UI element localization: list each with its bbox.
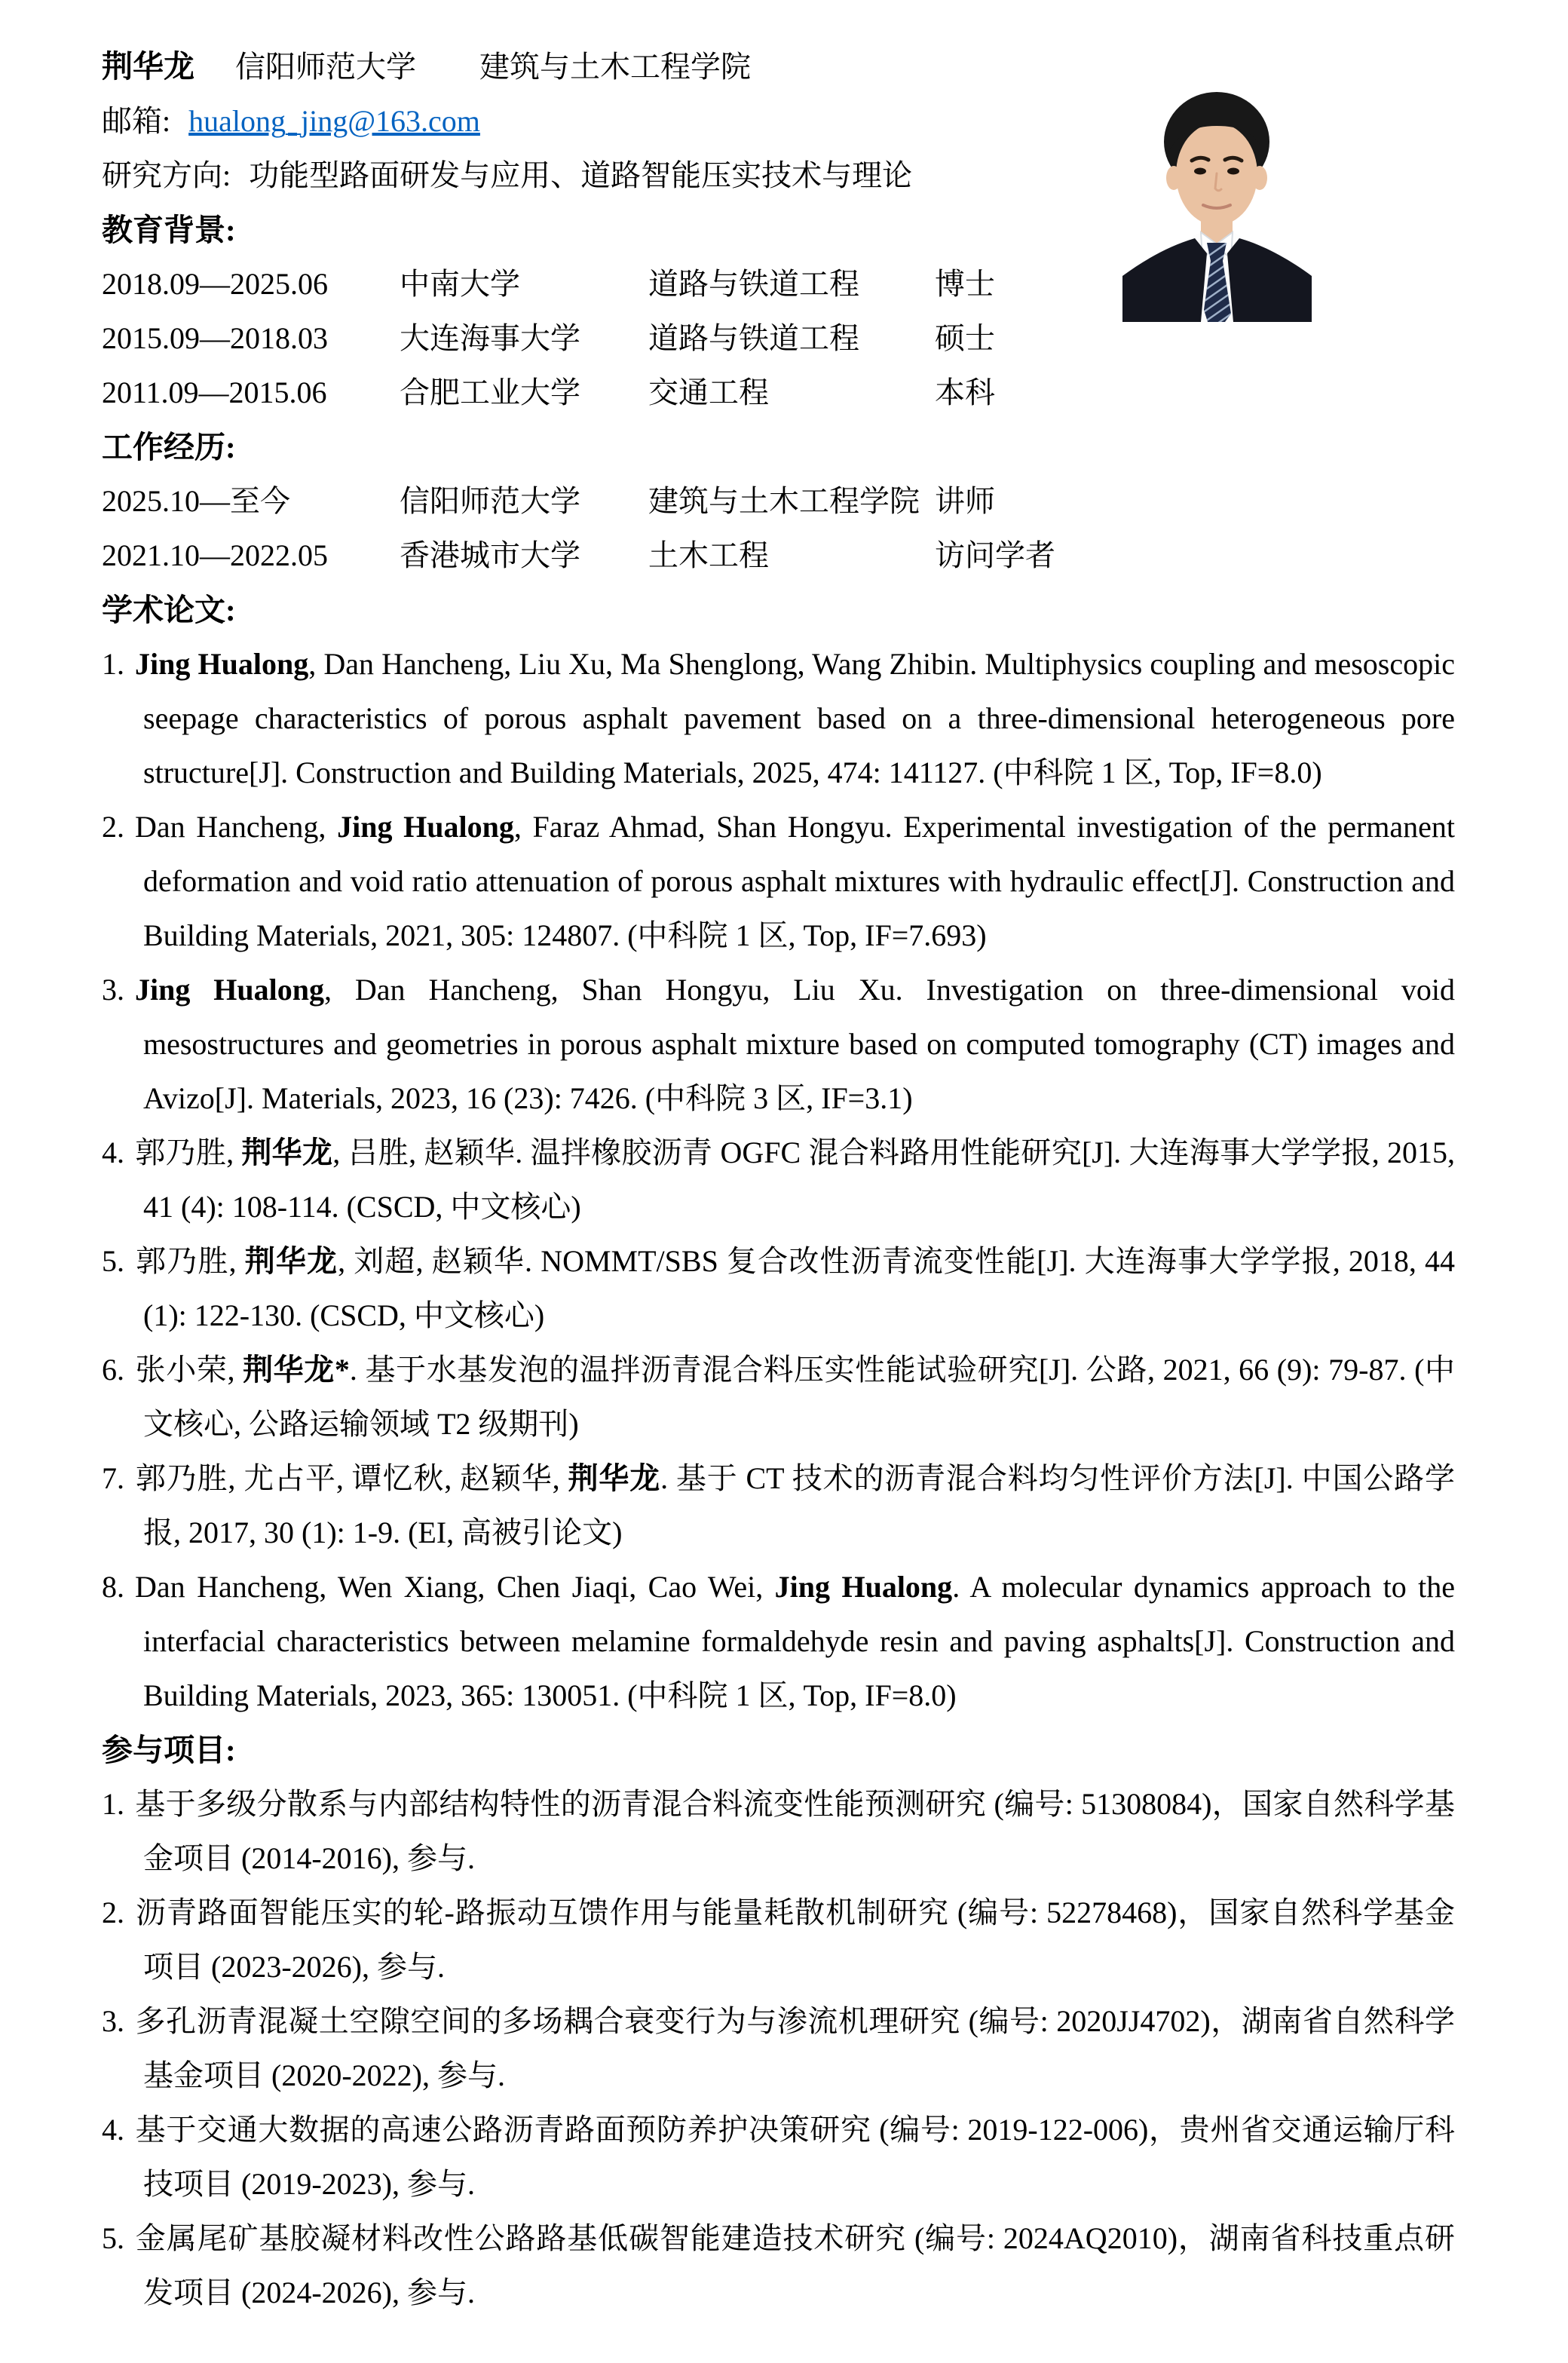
item-number: 4.: [102, 1136, 124, 1169]
email-link[interactable]: hualong_jing@163.com: [188, 104, 480, 138]
item-text: 张小荣,: [135, 1353, 243, 1387]
section-title-education: 教育背景:: [102, 213, 236, 247]
item-text: Dan Hancheng, Wen Xiang, Chen Jiaqi, Cao Wei,: [135, 1570, 775, 1604]
school-cell: 合肥工业大学: [400, 375, 580, 409]
item-text: . A molecular dynamics approach to the interfacial characteristics between melamine formaldehyde resin and paving asphalts[J]. Construction and Building Materials, 2023, 365: 130051. (中科院 1 区, Top, IF=8.0): [143, 1570, 1456, 1712]
item-number: 5.: [102, 2221, 124, 2255]
item-number: 5.: [102, 1244, 124, 1278]
author-highlight: Jing Hualong: [337, 810, 514, 844]
item-text: , Dan Hancheng, Liu Xu, Ma Shenglong, Wang Zhibin. Multiphysics coupling and mesoscopic seepage characteristics of porous asphalt pavement based on a three-dimensional heterogeneous pore structure[J]. Construction and Building Materials, 2025, 474: 141127. (中科院 1 区, Top, IF=8.0): [143, 647, 1455, 789]
item-number: 4.: [102, 2113, 124, 2147]
item-text: 基于交通大数据的高速公路沥青路面预防养护决策研究 (编号: 2019-122-006)，贵州省交通运输厅科技项目 (2019-2023), 参与.: [135, 2113, 1455, 2201]
item-number: 3.: [102, 2004, 124, 2038]
table-row: [102, 529, 1455, 583]
major-cell: 交通工程: [648, 375, 769, 409]
list-item: [102, 1994, 1455, 2103]
list-item: [102, 637, 1455, 800]
work-table: [102, 474, 1455, 583]
table-row: [102, 366, 1455, 420]
author-highlight: 荆华龙*: [243, 1353, 350, 1387]
list-item: [102, 1451, 1455, 1560]
item-text: , Faraz Ahmad, Shan Hongyu. Experimental investigation of the permanent deformation and void ratio attenuation of porous asphalt mixtures with hydraulic effect[J]. Construction and Building Materials, 2021, 305: 124807. (中科院 1 区, Top, IF=7.693): [143, 810, 1456, 952]
degree-cell: 博士: [935, 267, 995, 301]
period-cell: 2025.10—至今: [102, 484, 290, 518]
item-text: 多孔沥青混凝土空隙空间的多场耦合衰变行为与渗流机理研究 (编号: 2020JJ4702)，湖南省自然科学基金项目 (2020-2022), 参与.: [135, 2004, 1455, 2092]
item-number: 1.: [102, 647, 124, 681]
item-text: 郭乃胜, 尤占平, 谭忆秋, 赵颖华,: [135, 1461, 568, 1495]
major-cell: 道路与铁道工程: [648, 267, 859, 301]
section-title-work: 工作经历:: [102, 430, 236, 464]
period-cell: 2011.09—2015.06: [102, 375, 327, 409]
author-highlight: Jing Hualong: [135, 647, 309, 681]
item-number: 2.: [102, 810, 124, 844]
item-number: 1.: [102, 1787, 124, 1821]
person-portrait-icon: [1122, 50, 1312, 322]
section-title-projects: 参与项目:: [102, 1733, 236, 1767]
list-item: [102, 800, 1455, 963]
list-item: [102, 2103, 1455, 2211]
affiliation-university: 信阳师范大学: [235, 50, 416, 84]
section-title-papers: 学术论文:: [102, 593, 236, 627]
item-text: 郭乃胜,: [135, 1136, 242, 1169]
research-direction: 功能型路面研发与应用、道路智能压实技术与理论: [249, 158, 913, 192]
list-item: [102, 963, 1455, 1126]
item-number: 3.: [102, 973, 124, 1007]
author-highlight: 荆华龙: [244, 1244, 338, 1278]
list-item: [102, 2211, 1455, 2320]
email-label: 邮箱:: [102, 104, 171, 138]
item-text: 郭乃胜,: [135, 1244, 245, 1278]
degree-cell: 讲师: [935, 484, 995, 518]
major-cell: 建筑与土木工程学院: [648, 484, 920, 518]
table-row: [102, 474, 1455, 529]
author-highlight: 荆华龙: [241, 1136, 333, 1169]
list-item: [102, 1777, 1455, 1886]
item-number: 8.: [102, 1570, 124, 1604]
item-text: 金属尾矿基胶凝材料改性公路路基低碳智能建造技术研究 (编号: 2024AQ2010)，湖南省科技重点研发项目 (2024-2026), 参与.: [135, 2221, 1455, 2309]
item-text: . 基于 CT 技术的沥青混合料均匀性评价方法[J]. 中国公路学报, 2017, 30 (1): 1-9. (EI, 高被引论文): [143, 1461, 1456, 1549]
portrait-photo: [1122, 50, 1312, 322]
school-cell: 中南大学: [400, 267, 520, 301]
research-label: 研究方向:: [102, 158, 231, 192]
item-text: . 基于水基发泡的温拌沥青混合料压实性能试验研究[J]. 公路, 2021, 66 (9): 79-87. (中文核心, 公路运输领域 T2 级期刊): [143, 1353, 1456, 1441]
list-item: [102, 1234, 1455, 1343]
school-cell: 香港城市大学: [400, 538, 580, 572]
person-name: 荆华龙: [102, 49, 194, 84]
period-cell: 2015.09—2018.03: [102, 321, 328, 355]
major-cell: 土木工程: [648, 538, 769, 572]
author-highlight: Jing Hualong: [774, 1570, 953, 1604]
item-number: 2.: [102, 1896, 124, 1929]
period-cell: 2018.09—2025.06: [102, 267, 328, 301]
item-number: 6.: [102, 1353, 124, 1387]
item-text: Dan Hancheng,: [135, 810, 338, 844]
item-text: , 刘超, 赵颖华. NOMMT/SBS 复合改性沥青流变性能[J]. 大连海事大学学报, 2018, 44 (1): 122-130. (CSCD, 中文核心): [143, 1244, 1456, 1332]
item-text: 基于多级分散系与内部结构特性的沥青混合料流变性能预测研究 (编号: 51308084)，国家自然科学基金项目 (2014-2016), 参与.: [135, 1787, 1455, 1875]
list-item: [102, 1343, 1455, 1451]
item-text: 沥青路面智能压实的轮-路振动互馈作用与能量耗散机制研究 (编号: 52278468)，国家自然科学基金项目 (2023-2026), 参与.: [135, 1896, 1455, 1984]
degree-cell: 硕士: [935, 321, 995, 355]
papers-list: [102, 637, 1455, 1723]
list-item: [102, 1560, 1455, 1723]
affiliation-college: 建筑与土木工程学院: [479, 50, 751, 84]
author-highlight: 荆华龙: [568, 1461, 661, 1495]
item-text: , Dan Hancheng, Shan Hongyu, Liu Xu. Investigation on three-dimensional void mesostructures and geometries in porous asphalt mixture based on computed tomography (CT) images and Avizo[J]. Materials, 2023, 16 (23): 7426. (中科院 3 区, IF=3.1): [143, 973, 1456, 1115]
list-item: [102, 1126, 1455, 1234]
item-number: 7.: [102, 1461, 124, 1495]
list-item: [102, 1886, 1455, 1994]
degree-cell: 本科: [935, 375, 995, 409]
degree-cell: 访问学者: [935, 538, 1055, 572]
period-cell: 2021.10—2022.05: [102, 538, 328, 572]
author-highlight: Jing Hualong: [135, 973, 324, 1007]
school-cell: 大连海事大学: [400, 321, 580, 355]
projects-list: [102, 1777, 1455, 2320]
item-text: , 吕胜, 赵颖华. 温拌橡胶沥青 OGFC 混合料路用性能研究[J]. 大连海事大学学报, 2015, 41 (4): 108-114. (CSCD, 中文核心): [143, 1136, 1455, 1224]
school-cell: 信阳师范大学: [400, 484, 580, 518]
major-cell: 道路与铁道工程: [648, 321, 859, 355]
